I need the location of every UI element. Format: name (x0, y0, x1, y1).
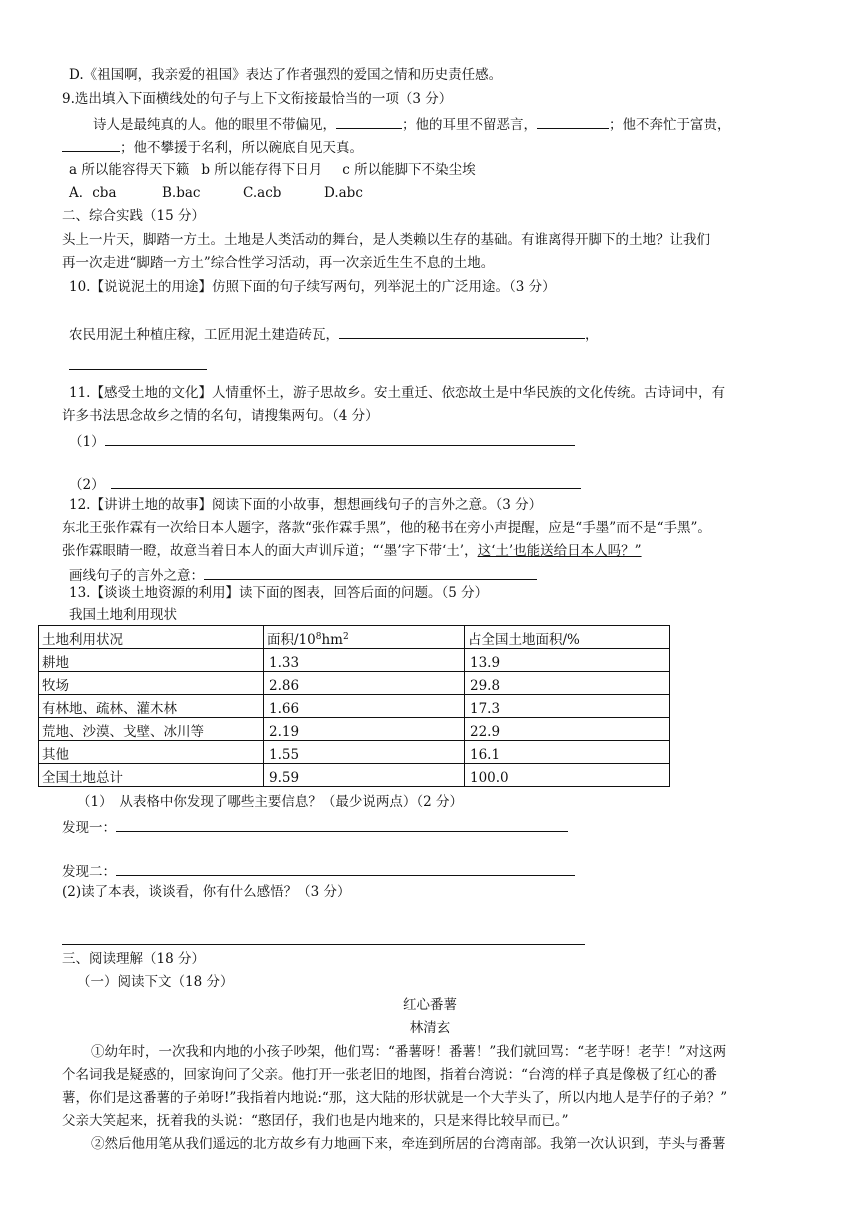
q13-sub1: （1） 从表格中你发现了哪些主要信息？（最少说两点）（2 分） (77, 794, 463, 810)
table-row (39, 764, 670, 787)
cell-percent: 16.1 (465, 741, 670, 764)
cell-percent: 17.3 (465, 695, 670, 718)
table-row (39, 649, 670, 672)
cell-area: 1.55 (264, 741, 465, 764)
cell-category: 牧场 (39, 672, 264, 695)
cell-area: 9.59 (264, 764, 465, 787)
section-3-title: 三、阅读理解（18 分） (62, 951, 205, 967)
answer-blank[interactable] (105, 432, 575, 446)
table-row (39, 718, 670, 741)
q10-line: 农民用泥土种植庄稼，工匠用泥土建造砖瓦， ， (69, 327, 599, 343)
cell-area: 2.19 (264, 718, 465, 741)
table-row (39, 672, 670, 695)
q9-passage-line1: 诗人是最纯真的人。他的眼里不带偏见， ；他的耳里不留恶言， ；他不奔忙于富贵， (93, 117, 731, 133)
header-cell: 占全国土地面积/% (465, 626, 670, 649)
q12-stem: 12.【讲讲土地的故事】阅读下面的小故事，想想画线句子的言外之意。（3 分） (69, 497, 543, 513)
q9-passage-line2: ；他不攀援于名利，所以碗底自见天真。 (62, 138, 363, 156)
choice-d[interactable]: D.abc (324, 185, 363, 201)
q13-stem: 13.【谈谈土地资源的利用】读下面的图表，回答后面的问题。（5 分） (69, 585, 489, 601)
article-title: 红心番薯 (403, 997, 457, 1013)
answer-blank[interactable] (204, 566, 537, 580)
q13-finding-2: 发现二： (62, 862, 575, 880)
q12-story-line2: 张作霖眼睛一瞪，故意当着日本人的面大声训斥道；“‘墨’字下带‘土’，这‘土’也能送给日本人吗？” (62, 543, 642, 559)
answer-blank[interactable] (336, 115, 402, 129)
choice-a[interactable]: A．cba (69, 185, 117, 201)
article-paragraph-1-line1: ①幼年时，一次我和内地的小孩子吵架，他们骂：“番薯呀！番薯！”我们就回骂：“老芋呀！老芋！”对这两 (91, 1044, 727, 1060)
section-3-subtitle: （一）阅读下文（18 分） (77, 974, 234, 990)
answer-line[interactable] (69, 368, 207, 370)
q13-finding-1: 发现一： (62, 818, 568, 836)
answer-blank[interactable] (537, 115, 609, 129)
header-cell: 土地利用状况 (39, 626, 264, 649)
cell-category: 耕地 (39, 649, 264, 672)
q9-stem: 9.选出填入下面横线处的句子与上下文衔接最恰当的一项（3 分） (62, 91, 453, 107)
cell-area: 2.86 (264, 672, 465, 695)
q9-choices (69, 185, 363, 201)
header-cell: 面积$/10^8hm^2$ (264, 626, 465, 649)
cell-percent: 22.9 (465, 718, 670, 741)
table-row (39, 695, 670, 718)
q12-question: 画线句子的言外之意： (69, 566, 537, 584)
article-paragraph-1-line4: 父亲大笑起来，抚着我的头说：“憨囝仔，我们也是内地来的，只是来得比较早而已。” (62, 1113, 569, 1129)
q12-story-line1: 东北王张作霖有一次给日本人题字，落款“张作霖手黑”，他的秘书在旁小声提醒，应是“手墨”而不是“手黑”。 (62, 520, 711, 536)
choice-b[interactable]: B.bac (162, 185, 201, 201)
answer-blank[interactable] (339, 325, 585, 339)
answer-blank[interactable] (116, 818, 568, 832)
section-2-intro-line1: 头上一片天，脚踏一方土。土地是人类活动的舞台，是人类赖以生存的基础。有谁离得开脚下的土地？让我们 (62, 232, 710, 248)
article-paragraph-2-line1: ②然后他用笔从我们遥远的北方故乡有力地画下来，牵连到所居的台湾南部。我第一次认识到，芋头与番薯 (91, 1136, 726, 1152)
q11-answer-2: （2） (69, 475, 581, 493)
answer-blank[interactable] (111, 475, 581, 489)
q9-sentence-options: a 所以能容得天下籁 b 所以能存得下日月 c 所以能脚下不染尘埃 (69, 162, 476, 178)
cell-percent: 29.8 (465, 672, 670, 695)
cell-area: 1.66 (264, 695, 465, 718)
article-author: 林清玄 (409, 1020, 451, 1036)
section-2-title: 二、综合实践（15 分） (62, 208, 205, 224)
q13-sub2: (2)读了本表，谈谈看，你有什么感悟？（3 分） (62, 884, 351, 900)
land-use-table (38, 625, 670, 787)
cell-percent: 13.9 (465, 649, 670, 672)
underlined-sentence: 这‘土’也能送给日本人吗？” (477, 543, 642, 559)
table-caption: 我国土地利用现状 (69, 607, 177, 623)
answer-line[interactable] (62, 943, 585, 945)
cell-category: 有林地、疏林、灌木林 (39, 695, 264, 718)
table-header-row (39, 626, 670, 649)
q11-stem-line1: 11.【感受土地的文化】人情重怀土，游子思故乡。安土重迁、依恋故土是中华民族的文化传统。古诗词中，有 (69, 385, 725, 401)
answer-blank[interactable] (116, 862, 575, 876)
cell-category: 荒地、沙漠、戈壁、冰川等 (39, 718, 264, 741)
q8-option-d: D.《祖国啊，我亲爱的祖国》表达了作者强烈的爱国之情和历史责任感。 (69, 67, 503, 83)
section-2-intro-line2: 再一次走进“脚踏一方土”综合性学习活动，再一次亲近生生不息的土地。 (62, 255, 495, 271)
q11-answer-1: （1） (69, 432, 575, 450)
article-paragraph-1-line2: 个名词我是疑惑的，回家询问了父亲。他打开一张老旧的地图，指着台湾说：“台湾的样子真是像极了红心的番 (62, 1067, 717, 1083)
q11-stem-line2: 许多书法思念故乡之情的名句，请搜集两句。（4 分） (62, 408, 379, 424)
choice-c[interactable]: C.acb (243, 185, 282, 201)
q10-stem: 10.【说说泥土的用途】仿照下面的句子续写两句，列举泥土的广泛用途。（3 分） (69, 279, 556, 295)
cell-percent: 100.0 (465, 764, 670, 787)
cell-area: 1.33 (264, 649, 465, 672)
cell-category: 其他 (39, 741, 264, 764)
answer-blank[interactable] (62, 138, 120, 152)
cell-category: 全国土地总计 (39, 764, 264, 787)
table-row (39, 741, 670, 764)
article-paragraph-1-line3: 薯，你们是这番薯的子弟呀!”我指着内地说:“那，这大陆的形状就是一个大芋头了，所以内地人是芋仔的子弟？” (62, 1090, 728, 1106)
